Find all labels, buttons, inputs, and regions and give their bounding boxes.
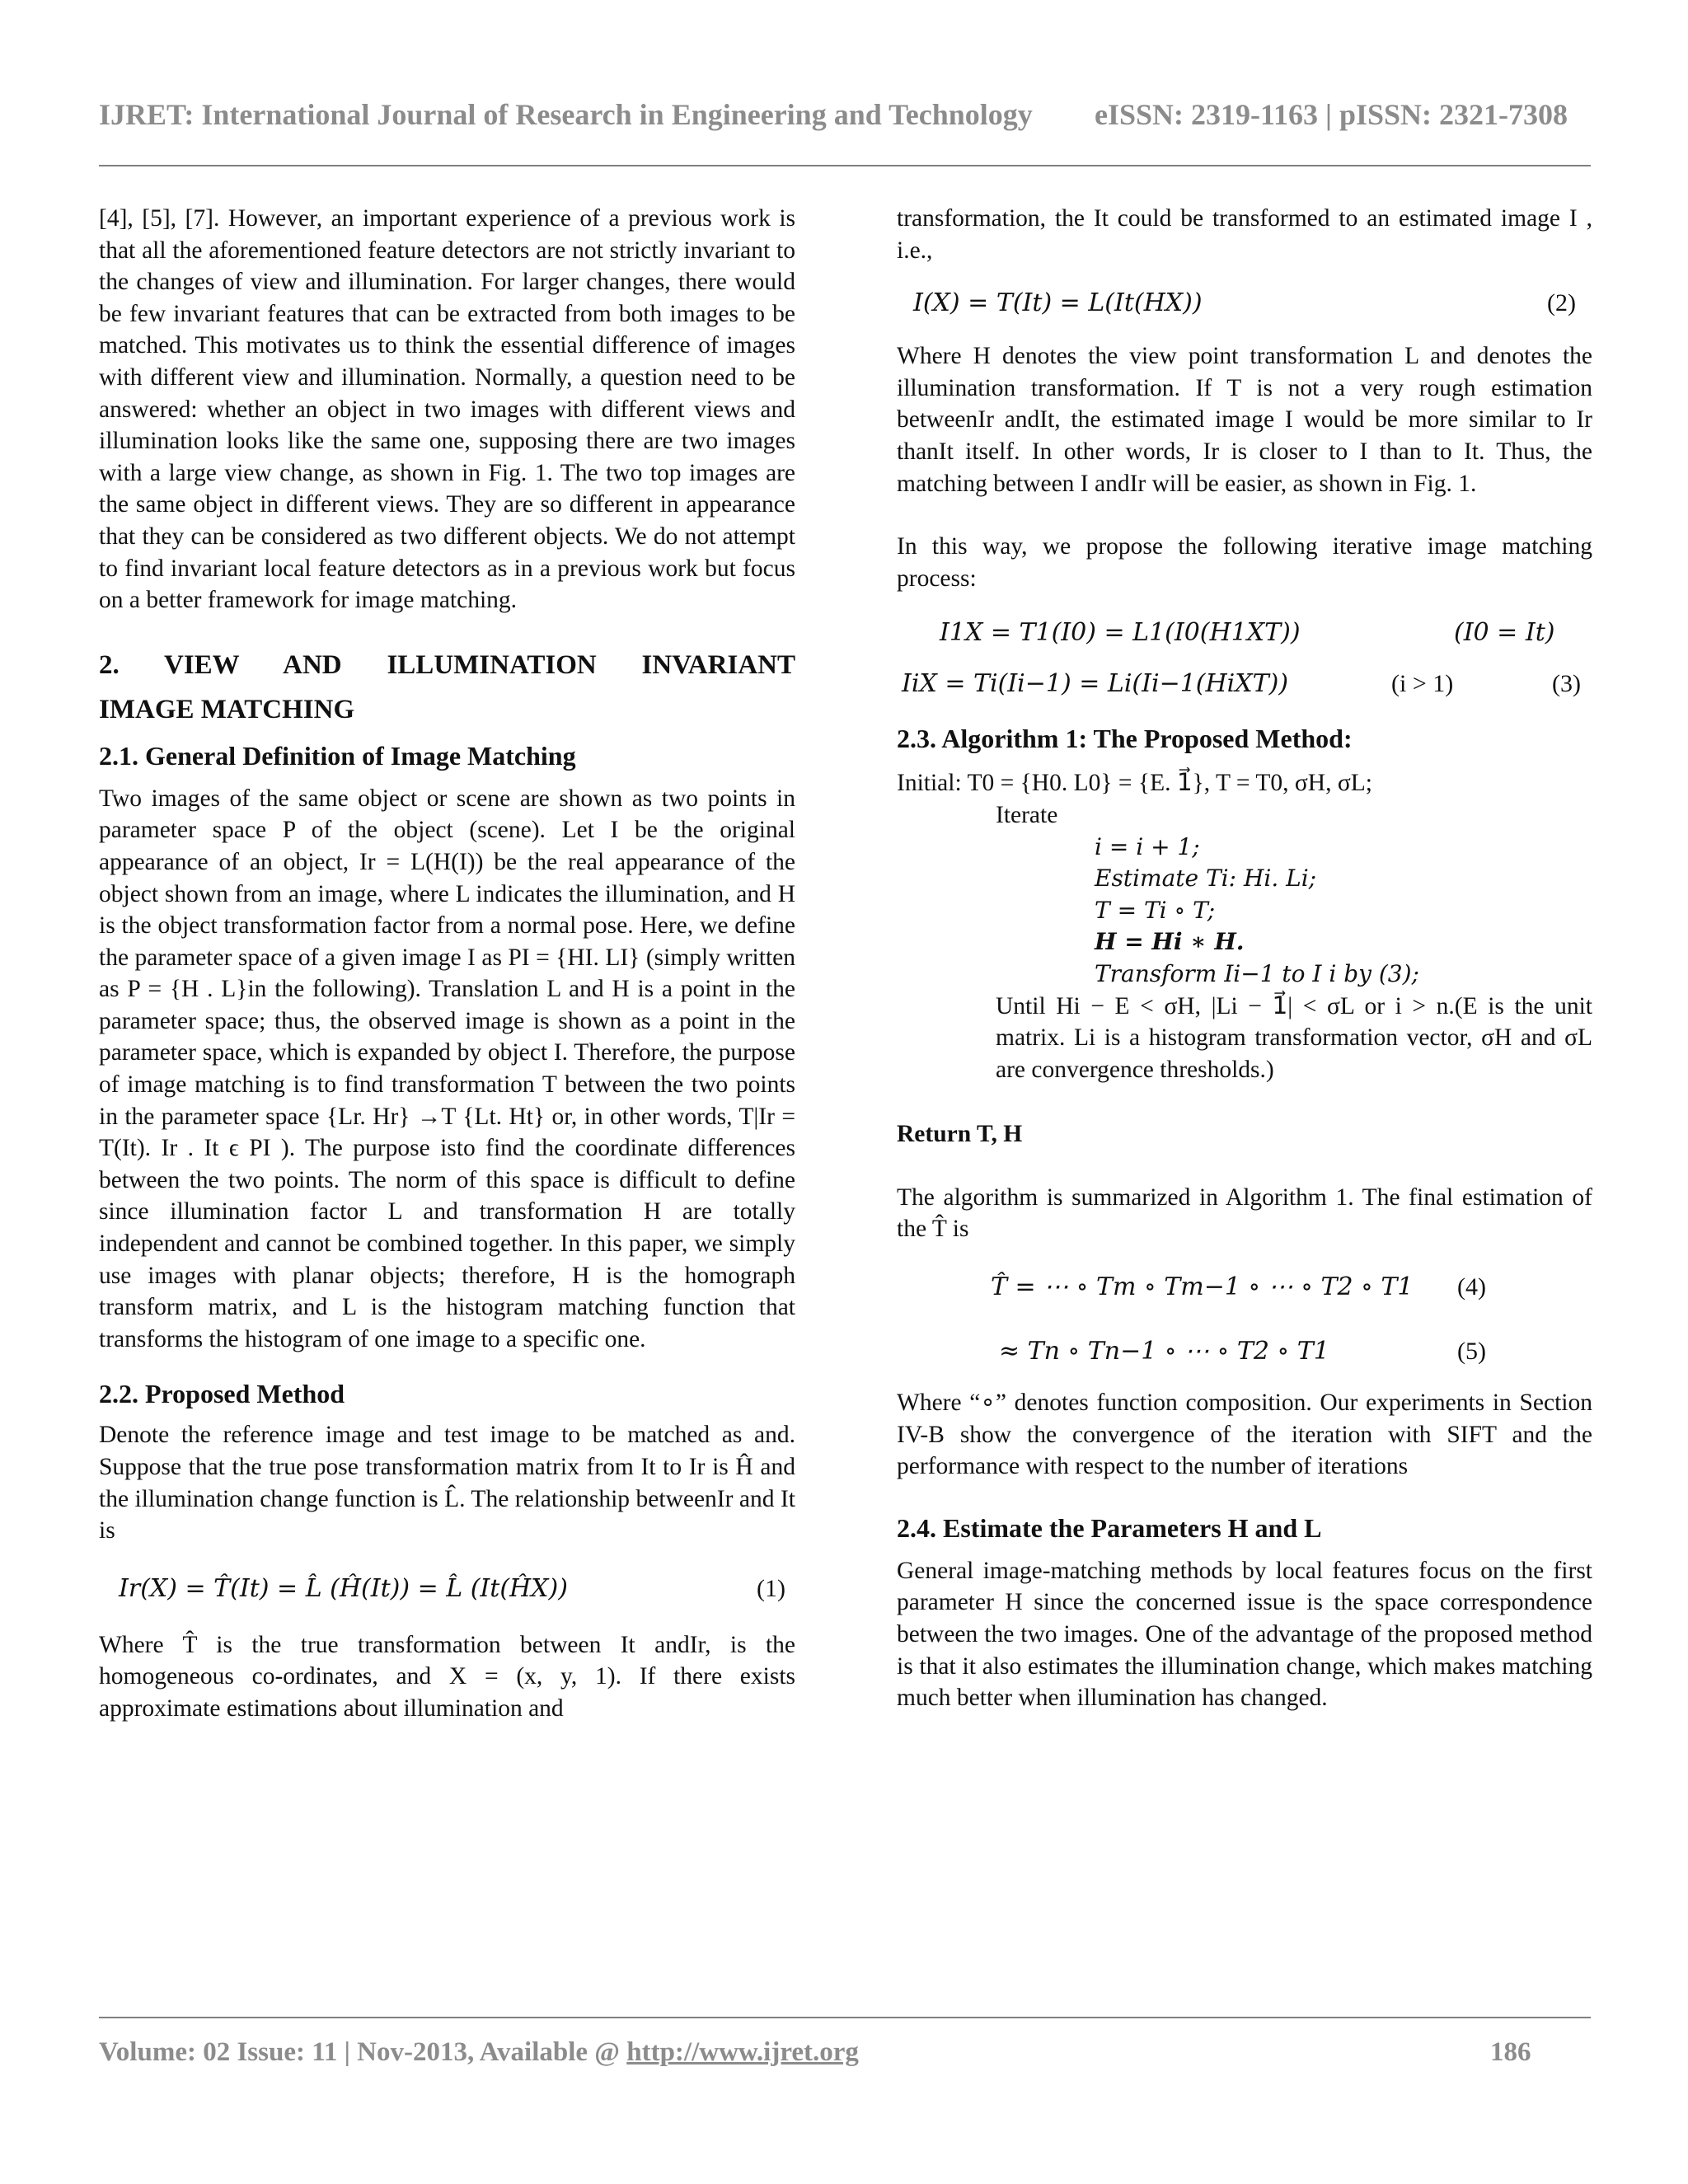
- algorithm-block: [897, 767, 1592, 1085]
- footer-text: Volume: 02 Issue: 11 | Nov-2013, Available @: [99, 2037, 627, 2067]
- equation-number: (4): [1457, 1273, 1486, 1301]
- paragraph: Where “∘” denotes function composition. Our experiments in Section IV-B show the convergence of the iteration with SIFT and the performance with respect to the number of iterations: [897, 1390, 1592, 1480]
- equation-number: (2): [1547, 289, 1576, 317]
- equation-1: Ir(X) = T̂(It) = L̂ (Ĥ(It)) = L̂ (It(ĤX)) (1): [99, 1568, 795, 1611]
- running-header: [99, 97, 1599, 132]
- section-heading: 2. VIEW AND ILLUMINATION INVARIANT: [99, 649, 795, 680]
- subsection-heading: 2.2. Proposed Method: [99, 1379, 345, 1409]
- equation-number: (5): [1457, 1338, 1486, 1366]
- paragraph: transformation, the It could be transformed to an estimated image I , i.e.,: [897, 205, 1592, 264]
- paragraph: The algorithm is summarized in Algorithm 1. The final estimation of the T̂ is: [897, 1183, 1592, 1243]
- algorithm-step: Estimate Ti: Hi. Li;: [1095, 865, 1317, 893]
- equation-3b: IiX = Ti(Ii−1) = Li(Ii−1(HiXT)) (i > 1) (3): [897, 663, 1592, 706]
- equation-3a: I1X = T1(I0) = L1(I0(H1XT)) (I0 = It): [897, 612, 1592, 655]
- page-number: 186: [1490, 2037, 1531, 2067]
- left-column: [99, 203, 795, 1725]
- paragraph: Where H denotes the view point transformation L and denotes the illumination transformation. If T is not a very rough estimation betweenIr andIt, the estimated image I would be more similar to Ir thanIt itself. In other words, Ir is closer to I than to It. Thus, the matching between I andIr will be easier, as shown in Fig. 1.: [897, 343, 1592, 497]
- algorithm-iterate: Iterate: [996, 801, 1058, 828]
- algorithm-step: H = Hi ∗ H.: [1095, 928, 1245, 956]
- equation-number: (3): [1552, 670, 1581, 698]
- algorithm-step: Transform Ii−1 to I i by (3);: [1095, 959, 1419, 987]
- equation-condition: (I0 = It): [1454, 618, 1555, 648]
- right-column: [897, 203, 1592, 1714]
- header-rule: [99, 165, 1591, 166]
- paragraph: In this way, we propose the following iterative image matching process:: [897, 533, 1592, 592]
- equation-4: T̂ = ⋯ ∘ Tm ∘ Tm−1 ∘ ⋯ ∘ T2 ∘ T1 (4): [897, 1267, 1592, 1310]
- running-footer: [99, 2037, 859, 2068]
- equation-5: ≈ Tn ∘ Tn−1 ∘ ⋯ ∘ T2 ∘ T1 (5): [897, 1331, 1592, 1374]
- journal-link[interactable]: http://www.ijret.org: [626, 2037, 859, 2067]
- paragraph: Where T̂ is the true transformation between It andIr, is the homogeneous co-ordinates, and X = (x, y, 1). If there exists approximate estimations about illumination and: [99, 1631, 795, 1722]
- section-heading-cont: IMAGE MATCHING: [99, 694, 355, 724]
- equation-number: (1): [757, 1574, 785, 1602]
- algorithm-initial: Initial: T0 = {H0. L0} = {E. 1⃗}, T = T0, σH, σL;: [897, 770, 1372, 797]
- paragraph: [4], [5], [7]. However, an important experience of a previous work is that all the aforementioned feature detectors are not strictly invariant to the changes of view and illumination. For larger changes, there would be few invariant features that can be extracted from both images to be matched. This motivates us to think the essential difference of images with different view and illumination. Normally, a question need to be answered: whether an object in two images with different views and illumination looks like the same one, supposing there are two images with a large view change, as shown in Fig. 1. The two top images are the same object in different views. They are so different in appearance that they can be considered as two different objects. We do not attempt to find invariant local feature detectors as in a previous work but focus on a better framework for image matching.: [99, 205, 795, 614]
- subsection-heading: 2.3. Algorithm 1: The Proposed Method:: [897, 724, 1353, 754]
- subsection-heading: 2.4. Estimate the Parameters H and L: [897, 1512, 1322, 1543]
- paragraph: Two images of the same object or scene are shown as two points in parameter space P of the object (scene). Let I be the original appearance of an object, Ir = L(H(I)) be the real appearance of the object shown from an image, where L indicates the illumination, and H is the object transformation factor from a normal pose. Here, we define the parameter space of a given image I as PI = {HI. LI} (simply written as P = {H . L}in the following). Translation L and H is a point in the parameter space; thus, the observed image is shown as a point in the parameter space, which is expanded by object I. Therefore, the purpose of image matching is to find transformation T between the two points in the parameter space {Lr. Hr} →T {Lt. Ht} or, in other words, T|Ir = T(It). Ir . It ϵ PI ). The purpose isto find the coordinate differences between the two points. The norm of this space is difficult to define since illumination factor L and transformation H are totally independent and cannot be combined together. In this paper, we simply use images with planar objects; therefore, H is the homograph transform matrix, and L is the histogram matching function that transforms the histogram of one image to a specific one.: [99, 785, 795, 1352]
- algorithm-step: i = i + 1;: [1095, 832, 1200, 860]
- equation-2: I(X) = T(It) = L(It(HX)) (2): [897, 283, 1592, 326]
- issn-text: eISSN: 2319-1163 | pISSN: 2321-7308: [1095, 98, 1568, 131]
- equation-condition: (i > 1): [1391, 670, 1454, 698]
- journal-name: IJRET: International Journal of Research in Engineering and Technology: [99, 98, 1033, 131]
- algorithm-return: Return T, H: [897, 1121, 1023, 1148]
- subsection-heading: 2.1. General Definition of Image Matching: [99, 740, 576, 771]
- algorithm-step: T = Ti ∘ T;: [1095, 896, 1216, 924]
- paragraph: Denote the reference image and test image to be matched as and. Suppose that the true pose transformation matrix from It to Ir is Ĥ and the illumination change function is L̂. The relationship betweenIr and It is: [99, 1422, 795, 1544]
- algorithm-until: Until Hi − E < σH, |Li − 1⃗| < σL or i > n.(E is the unit matrix. Li is a histogram transformation vector, σH and σL are convergence thresholds.): [996, 992, 1592, 1083]
- footer-rule: [99, 2017, 1591, 2018]
- paragraph: General image-matching methods by local features focus on the first parameter H since the concerned issue is the space correspondence between the two images. One of the advantage of the proposed method is that it also estimates the illumination change, which makes matching much better when illumination has changed.: [897, 1557, 1592, 1712]
